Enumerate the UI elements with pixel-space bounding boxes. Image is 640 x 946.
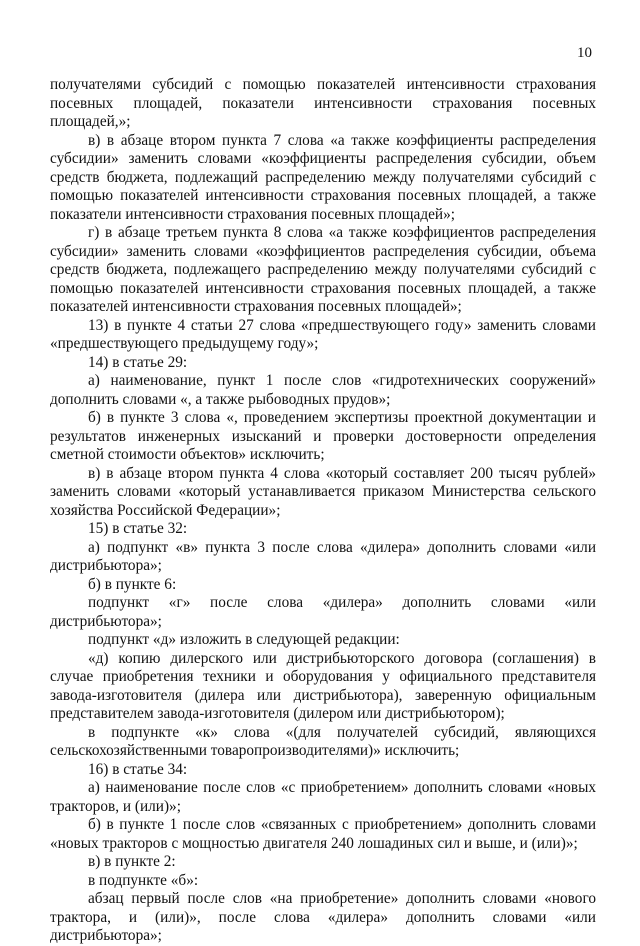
paragraph: 16) в статье 34: [88,760,188,778]
document-body [50,76,596,946]
paragraph: 14) в статье 29: [88,353,188,371]
paragraph: б) в пункте 1 после слов «связанных с приобретением» дополнить словами «новых тракторов с мощностью двигателя 240 лошадиных сил и выше, и (или)»; [50,816,596,852]
paragraph: а) наименование после слов «с приобретением» дополнить словами «новых тракторов, и (или)»; [50,779,596,815]
paragraph: абзац первый после слов «на приобретение» дополнить словами «нового трактора, и (или)», после слова «дилера» дополнить словами «или дистрибьютора»; [50,890,596,944]
paragraph: б) в пункте 6: [88,575,177,593]
paragraph: а) наименование, пункт 1 после слов «гидротехнических сооружений» дополнить словами «, а также рыбоводных прудов»; [50,372,596,408]
paragraph: в) в абзаце втором пункта 4 слова «который составляет 200 тысяч рублей» заменить словами «который устанавливается приказом Министерства сельского хозяйства Российской Федерации»; [50,464,596,519]
paragraph: в) в пункте 2: [88,853,176,870]
paragraph: «д) копию дилерского или дистрибьюторского договора (соглашения) в случае приобретения техники и оборудования у официального представителя завода-изготовителя (дилера или дистрибьютора), заверенную официальным представителем завода-изготовителя (дилером или дистрибьютором); [50,649,596,722]
page-number: 10 [577,45,592,61]
paragraph: в) в абзаце втором пункта 7 слова «а также коэффициенты распределения субсидии» заменить словами «коэффициенты распределения субсидии, объем средств бюджета, подлежащий распределению между получателями субсидий с помощью показателей интенсивности страхования посевных площадей, а также показатели интенсивности страхования посевных площадей»; [50,131,596,223]
paragraph: б) в пункте 3 слова «, проведением экспертизы проектной документации и результатов инженерных изысканий и проверки достоверности определения сметной стоимости объектов» исключить; [50,409,596,463]
paragraph: 15) в статье 32: [88,520,188,537]
paragraph: в подпункте «к» слова «(для получателей субсидий, являющихся сельскохозяйственными товаропроизводителями)» исключить; [50,723,596,759]
paragraph: получателями субсидий с помощью показателей интенсивности страхования посевных площадей, показатели интенсивности страхования посевных площадей,»; [50,76,596,130]
paragraph: 13) в пункте 4 статьи 27 слова «предшествующего году» заменить словами «предшествующего предыдущему году»; [50,316,596,352]
paragraph: подпункт «д» изложить в следующей редакции: [88,631,400,648]
paragraph: подпункт «г» после слова «дилера» дополнить словами «или дистрибьютора»; [50,594,596,630]
paragraph: г) в абзаце третьем пункта 8 слова «а также коэффициентов распределения субсидии» заменить словами «коэффициентов распределения субсидии, объема средств бюджета, подлежащего распределению между получателями субсидий с помощью показателей интенсивности страхования посевных площадей, а также показателей интенсивности страхования посевных площадей»; [50,224,596,315]
paragraph: в подпункте «б»: [88,871,199,889]
paragraph: а) подпункт «в» пункта 3 после слова «дилера» дополнить словами «или дистрибьютора»; [50,538,596,574]
